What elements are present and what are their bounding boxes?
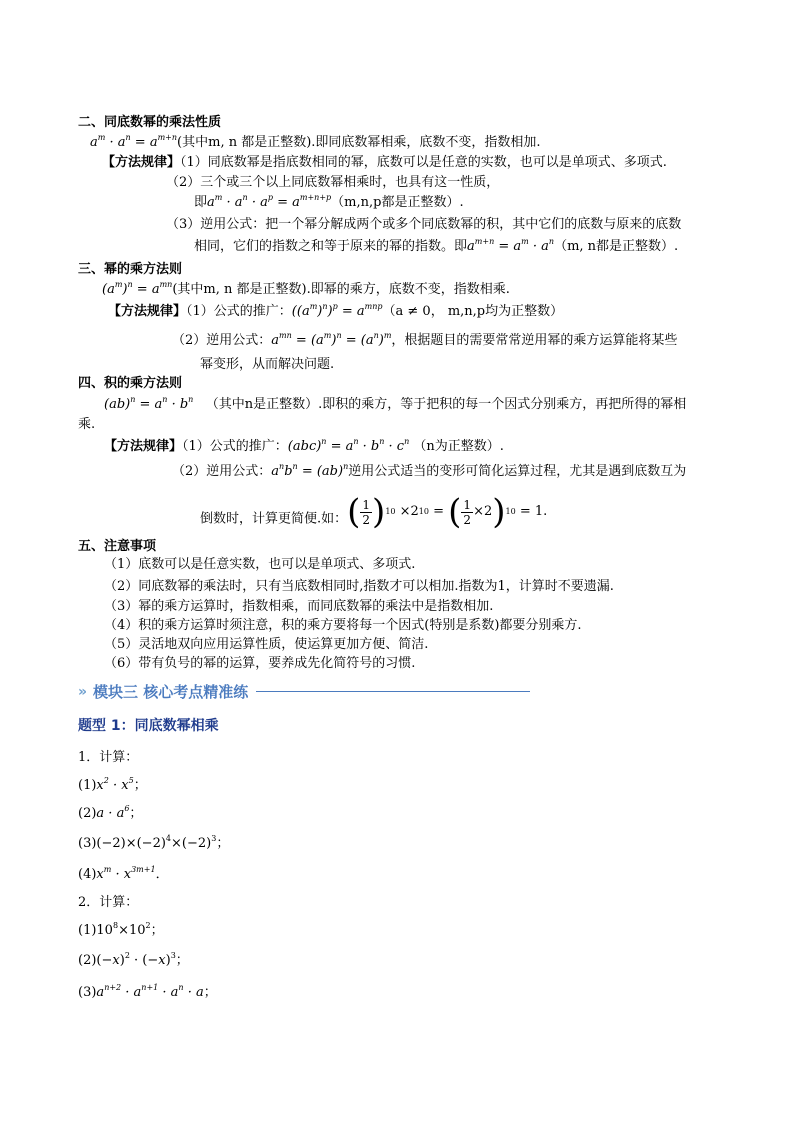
rule-text: （2）逆用公式： (172, 464, 272, 479)
sec4-formula-cont: 乘. (78, 417, 96, 432)
rule-note: （a ≠ 0， m,n,p均为正整数） (382, 304, 564, 319)
rule-text: 倒数时，计算更简便.如： (200, 511, 348, 527)
rule-note: ，根据题目的需要常常逆用幂的乘方运算能将某些 (391, 333, 678, 348)
note-item: （1）底数可以是任意实数，也可以是单项式、多项式. (104, 557, 416, 572)
sec3-rule-1: 【方法规律】（1）公式的推广：$((a^m)^n)^p = a^{mnp}(a \ne 0$， m,n,p均为正整数） (108, 302, 564, 319)
module-title: 模块三 核心考点精准练 (93, 683, 249, 701)
section-5-title: 五、注意事项 (78, 539, 157, 554)
question-2-part-3: $(3)a^{n+2} \cdot a^{n+1} \cdot a^n \cdot a$； (78, 983, 217, 1000)
sec2-rule-3: （3）逆用公式：把一个幂分解成两个或多个同底数幂的积，其中它们的底数与原来的底数 (166, 217, 682, 232)
rule-label: 【方法规律】 (108, 304, 187, 319)
question-1-label: 1．计算： (78, 750, 139, 765)
sec4-formula: $(ab)^n = a^n \cdot b^n$ （其中n是正整数）.即积的乘方，等于把积的每一个因式分别乘方，再把所得的幂相 (104, 395, 687, 412)
example-formula: ( $\frac{1}{2}$ ) 10 ×2 10 = ( $\frac{1}{2}$ ×2 ) 10 = 1. (347, 492, 548, 532)
rule-text: （1）同底数幂是指底数相同的幂，底数可以是任意的实数，也可以是单项式、多项式. (180, 155, 667, 170)
section-4-title: 四、积的乘方法则 (78, 376, 183, 391)
sec2-formula-note: (其中m, n 都是正整数).即同底数幂相乘，底数不变，指数相加. (177, 135, 541, 150)
sec2-rule-2: （2）三个或三个以上同底数幂相乘时，也具有这一性质， (166, 175, 500, 190)
sec3-formula: $(a^m)^n = a^{mn}$(其中m, n 都是正整数).即幂的乘方，底数不变，指数相乘. (102, 280, 510, 297)
sec2-rule-1 (102, 154, 667, 172)
sec3-rule-2: （2）逆用公式：$a^{mn} = (a^m)^n = (a^n)^m$，根据题目的需要常常逆用幂的乘方运算能将某些 (172, 331, 678, 348)
question-1-part-1: $(1)x^2 \cdot x^5$； (78, 776, 147, 793)
sec3-rule-2b: 幂变形，从而解决问题. (200, 357, 335, 372)
note-item: （6）带有负号的幂的运算，要养成先化简符号的习惯. (104, 656, 416, 671)
rule-note: （n为正整数）. (413, 439, 504, 454)
double-chevron-icon: » (78, 683, 88, 700)
rule-label: 【方法规律】 (104, 439, 183, 454)
rule-note: （m,n,p都是正整数）. (331, 195, 464, 210)
note-item: （4）积的乘方运算时须注意，积的乘方要将每一个因式(特别是系数)都要分别乘方. (104, 618, 582, 633)
rule-text: 相同，它们的指数之和等于原来的幂的指数。即 (194, 239, 468, 254)
sec4-rule-2b (200, 492, 547, 532)
section-3-title: 三、幂的乘方法则 (78, 262, 183, 277)
question-2-label: 2．计算： (78, 895, 139, 910)
note-item: （5）灵活地双向应用运算性质，使运算更加方便、简洁. (104, 637, 429, 652)
note-item: （3）幂的乘方运算时，指数相乘，而同底数幂的乘法中是指数相加. (104, 599, 494, 614)
sec2-rule-2b: 即$a^m \cdot a^n \cdot a^p = a^{m+n+p}(m,n,p$都是正整数）. (194, 193, 464, 210)
note-item: （2）同底数幂的乘法时，只有当底数相同时,指数才可以相加.指数为1，计算时不要遗漏. (104, 579, 614, 594)
question-2-part-1: $(1)10^8\times 10^2$； (78, 921, 164, 938)
sec3-formula-note: (其中m, n 都是正整数).即幂的乘方，底数不变，指数相乘. (172, 282, 510, 297)
module-header (78, 681, 530, 702)
sec4-formula-note: （其中n是正整数）.即积的乘方，等于把积的每一个因式分别乘方，再把所得的幂相 (205, 397, 687, 412)
question-1-part-3: $(3)(-2)\times(-2)^4\times(-2)^3$； (78, 834, 230, 851)
type-1-title: 题型 1：同底数幂相乘 (78, 718, 219, 734)
rule-note: 逆用公式适当的变形可简化运算过程，尤其是遇到底数互为 (348, 464, 687, 479)
question-2-part-2: $(2)(-x)^2 \cdot (-x)^3$； (78, 951, 189, 968)
sec4-rule-1: 【方法规律】（1）公式的推广：$(abc)^n = a^n \cdot b^n \cdot c^n$ （n为正整数）. (104, 437, 504, 454)
rule-text: 即 (194, 195, 208, 210)
rule-text: （1）公式的推广： (182, 439, 288, 454)
rule-note: （m, n都是正整数）. (554, 239, 679, 254)
sec4-rule-2: （2）逆用公式：$a^nb^n = (ab)^n$逆用公式适当的变形可简化运算过程，尤其是遇到底数互为 (172, 462, 687, 479)
section-2-title: 二、同底数幂的乘法性质 (78, 115, 222, 130)
question-1-part-2: $(2)a \cdot a^6$； (78, 804, 143, 821)
rule-text: （1）公式的推广： (186, 304, 292, 319)
sec2-rule-3b: 相同，它们的指数之和等于原来的幂的指数。即$a^{m+n} = a^m \cdot a^n(m$, n都是正整数）. (194, 237, 679, 254)
rule-label: 【方法规律】 (102, 155, 181, 170)
rule-text: （2）逆用公式： (172, 333, 272, 348)
sec2-formula: $a^m \cdot a^n = a^{m+n}$(其中m, n 都是正整数).即同底数幂相乘，底数不变，指数相加. (90, 133, 541, 150)
question-1-part-4: $(4)x^m \cdot x^{3m+1}$． (78, 865, 169, 882)
module-divider (256, 691, 530, 692)
